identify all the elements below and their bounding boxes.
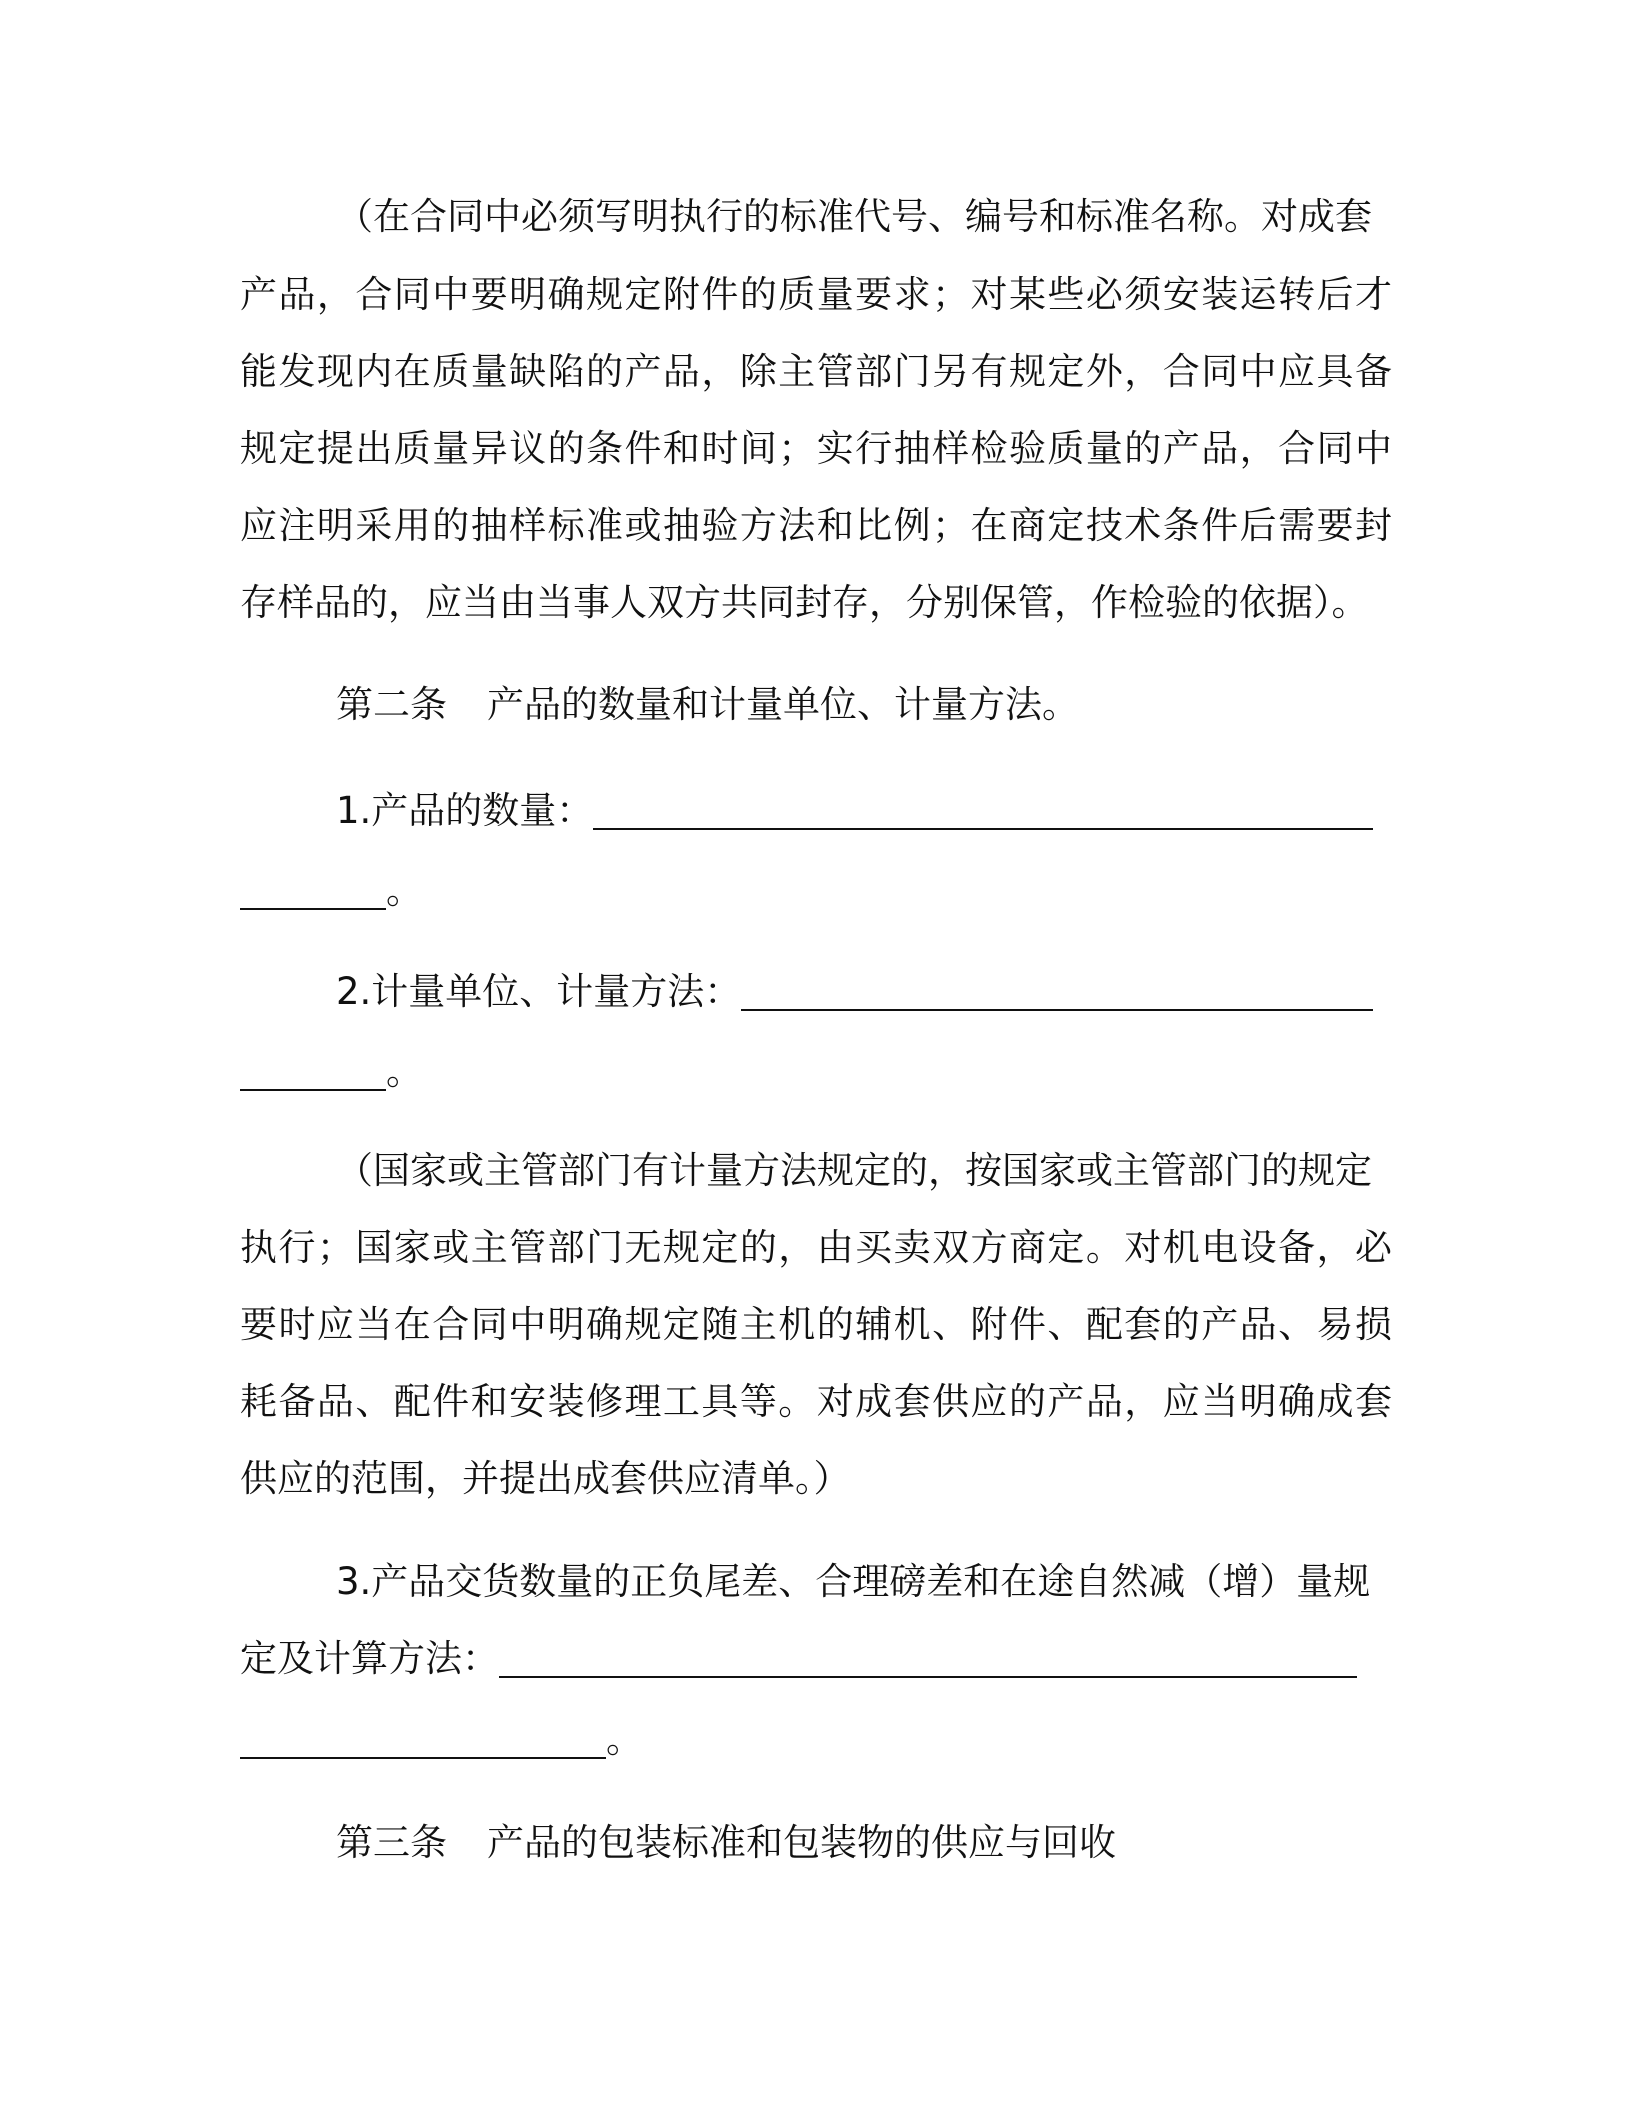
item-2-blank[interactable] [741,969,1373,1011]
item-1-blank-cont[interactable] [240,868,386,910]
item-1-end: 。 [386,869,423,912]
item-3-line-1: 3.产品交货数量的正负尾差、合理磅差和在途自然减（增）量规 [336,1560,1371,1603]
item-3-end: 。 [606,1718,643,1761]
para1-line-5: 应注明采用的抽样标准或抽验方法和比例；在商定技术条件后需要封 [240,504,1392,547]
article-2-heading [336,680,1079,730]
article-2-number: 第二条 [336,683,447,726]
para2-line-1: （国家或主管部门有计量方法规定的，按国家或主管部门的规定 [336,1149,1372,1192]
para1-line-6: 存样品的，应当由当事人双方共同封存，分别保管，作检验的依据）。 [240,581,1369,624]
para1-line-3: 能发现内在质量缺陷的产品，除主管部门另有规定外，合同中应具备 [240,350,1392,393]
item-2-continuation [240,1047,423,1097]
item-1-continuation [240,866,423,916]
item-3-method-field [240,1634,1357,1684]
item-1-label: 1.产品的数量： [336,789,594,832]
para1-line-4: 规定提出质量异议的条件和时间；实行抽样检验质量的产品，合同中 [240,427,1392,470]
para1-line-2: 产品，合同中要明确规定附件的质量要求；对某些必须安装运转后才 [240,273,1392,316]
para2-line-2: 执行；国家或主管部门无规定的，由买卖双方商定。对机电设备，必 [240,1226,1392,1269]
para2-line-3: 要时应当在合同中明确规定随主机的辅机、附件、配套的产品、易损 [240,1303,1392,1346]
para2-line-5: 供应的范围，并提出成套供应清单。） [240,1457,851,1500]
item-2-label: 2.计量单位、计量方法： [336,970,742,1013]
para2-line-4: 耗备品、配件和安装修理工具等。对成套供应的产品，应当明确成套 [240,1380,1392,1423]
article-3-number: 第三条 [336,1821,447,1864]
item-3-label: 定及计算方法： [240,1637,499,1680]
item-2-unit-method-field [336,967,1373,1017]
article-3-title: 产品的包装标准和包装物的供应与回收 [487,1821,1116,1864]
item-3-blank-cont[interactable] [240,1717,606,1759]
article-2-title: 产品的数量和计量单位、计量方法。 [487,683,1079,726]
item-3-blank[interactable] [499,1636,1357,1678]
item-2-blank-cont[interactable] [240,1049,386,1091]
item-1-blank[interactable] [593,788,1373,830]
para1-line-1: （在合同中必须写明执行的标准代号、编号和标准名称。对成套 [336,195,1372,238]
item-1-quantity-field [336,786,1373,836]
article-3-heading [336,1818,1116,1868]
item-3-continuation [240,1715,643,1765]
item-2-end: 。 [386,1050,423,1093]
